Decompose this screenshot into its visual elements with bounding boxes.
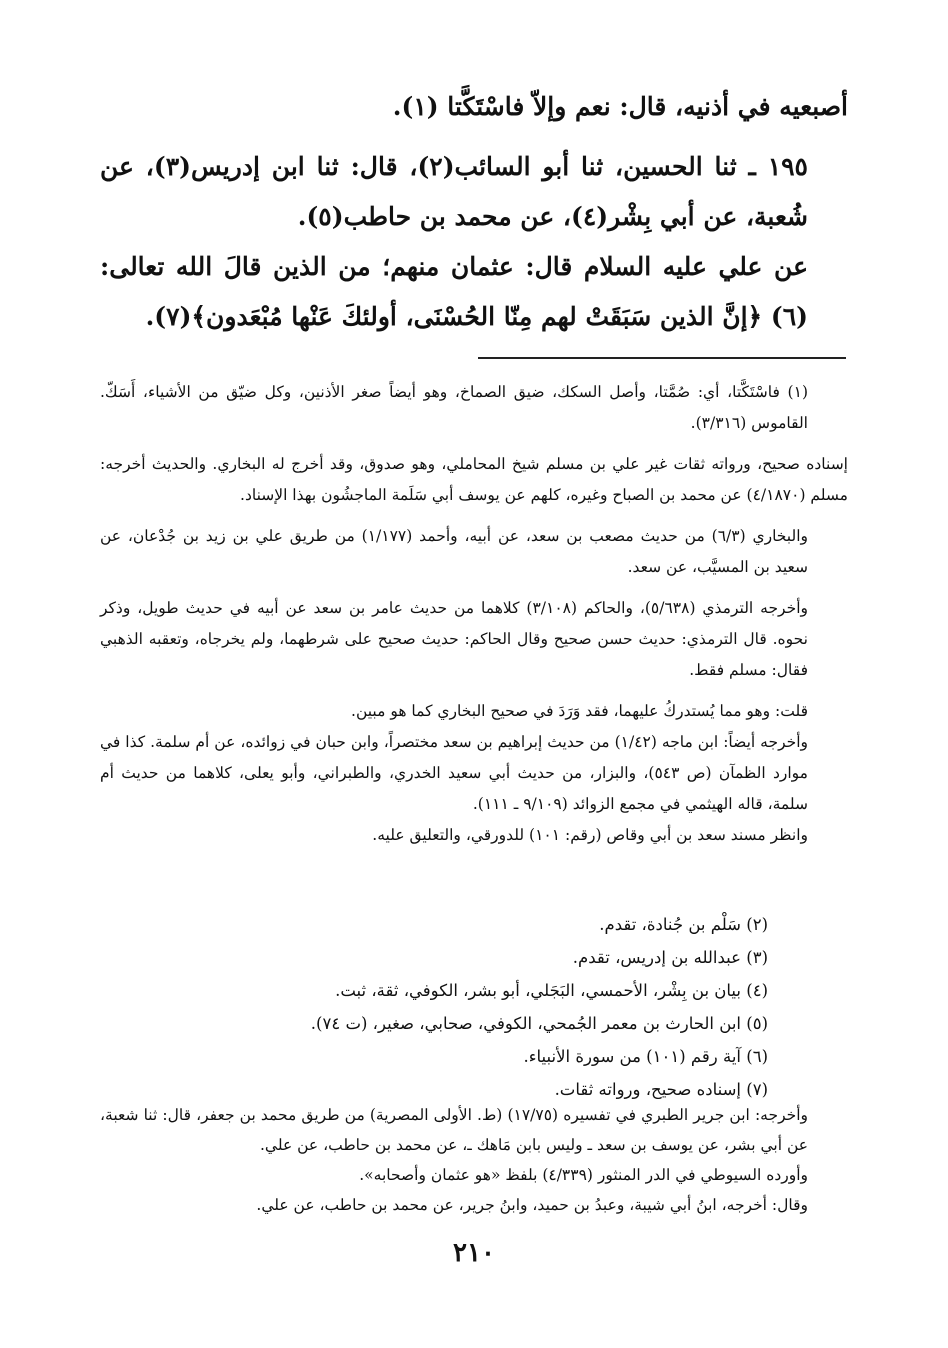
footnotes-block-3 (100, 1100, 848, 1220)
footnote-5: (٥) ابن الحارث بن معمر الجُمحي، الكوفي، صحابي، صغير، (ت ٧٤). (310, 1014, 768, 1033)
footnotes-block-1 (100, 377, 848, 851)
footnote-7-tabari: وأخرجه: ابن جرير الطبري في تفسيره (١٧/٧٥) (ط. الأولى المصرية) من طريق محمد بن جعفر، قال: ثنا شعبة، عن أبي بشر، عن يوسف بن سعد ـ وليس بابن مَاهك ـ، عن محمد بن حاطب، عن علي. (100, 1106, 808, 1154)
footnote-1-ibn-majah: وأخرجه أيضاً: ابن ماجه (١/٤٢) من حديث إبراهيم بن سعد مختصراً، وابن حبان في زوائده، عن أم سلمة. كذا في موارد الظمآن (ص ٥٤٣)، والبزار، من حديث أبي سعيد الخدري، والطبراني، وأبو يعلى، كلاهما من حديث أم سلمة، قاله الهيثمي في مجمع الزوائد (٩/١٠٩ ـ ١١١). (100, 733, 808, 813)
main-line-1: أصبعيه في أذنيه، قال: نعم وإلاّ فاسْتَكَّتا (١). (392, 92, 848, 121)
footnote-1-isnad: إسناده صحيح، ورواته ثقات غير علي بن مسلم شيخ المحاملي، وهو صدوق، وقد أخرج له البخاري. والحديث أخرجه: مسلم (٤/١٨٧٠) عن محمد بن الصباح وغيره، كلهم عن يوسف أبي سَلَمة الماجشُون بهذا الإسناد. (100, 455, 848, 504)
footnote-1-bukhari: والبخاري (٦/٣) من حديث مصعب بن سعد، عن أبيه، وأحمد (١/١٧٧) من طريق علي بن زيد بن جُدْعان، عن سعيد بن المسيَّب، عن سعد. (100, 527, 809, 576)
page-number: ٢١٠ (453, 1238, 495, 1268)
footnote-1-qultu: قلت: وهو مما يُستدركُ عليهما، فقد وَرَدَ في صحيح البخاري كما هو مبين. (351, 702, 808, 720)
footnote-3: (٣) عبدالله بن إدريس، تقدم. (572, 948, 768, 967)
footnote-1: (١) فاسْتَكَّتا، أي: صُمَّتا، وأصل السكك، ضيق الصماخ، وهو أيضاً صغر الأذنين، وكل ضيّق من الأشياء، أَسَكّ. القاموس (٣/٣١٦). (100, 383, 808, 432)
footnote-7: (٧) إسناده صحيح، ورواته ثقات. (554, 1080, 768, 1099)
footnote-7-sources: وقال: أخرجه، ابنُ أبي شيبة، وعبدُ بن حميد، وابنُ جرير، عن محمد بن حاطب، عن علي. (256, 1196, 808, 1214)
main-text (100, 82, 848, 342)
footnote-2: (٢) سَلْم بن جُنادة، تقدم. (599, 915, 768, 934)
footnote-6: (٦) آية رقم (١٠١) من سورة الأنبياء. (523, 1047, 768, 1066)
footnote-divider (478, 357, 846, 359)
footnotes-block-2 (108, 908, 768, 1106)
footnote-1-tirmidhi: وأخرجه الترمذي (٥/٦٣٨)، والحاكم (٣/١٠٨) كلاهما من حديث عامر بن سعد عن أبيه في حديث طويل، وذكر نحوه. قال الترمذي: حديث حسن صحيح وقال الحاكم: حديث صحيح على شرطهما، ولم يخرجاه، وتعقبه الذهبي فقال: مسلم فقط. (100, 599, 808, 679)
hadith-195: ١٩٥ ـ ثنا الحسين، ثنا أبو السائب(٢)، قال: ثنا ابن إدريس(٣)، عن شُعبة، عن أبي بِشْر(٤)، عن محمد بن حاطب(٥). (100, 152, 808, 231)
footnote-1-musnad-saad: وانظر مسند سعد بن أبي وقاص (رقم: ١٠١) للدورقي، والتعليق عليه. (372, 826, 808, 844)
footnote-4: (٤) بيان بن بِشْر، الأحمسي، البَجَلي، أبو بشر، الكوفي، ثقة، ثبت. (335, 981, 768, 1000)
hadith-text: عن علي عليه السلام قال: عثمان منهم؛ من الذين قالَ الله تعالى:(٦) ﴿إنَّ الذين سَبَقَتْ لهم مِنّا الحُسْنَى، أولئكَ عَنْها مُبْعَدون﴾(٧). (100, 252, 808, 331)
footnote-7-suyuti: وأورده السيوطي في الدر المنثور (٤/٣٣٩) بلفظ «هو عثمان وأصحابه». (359, 1166, 808, 1184)
